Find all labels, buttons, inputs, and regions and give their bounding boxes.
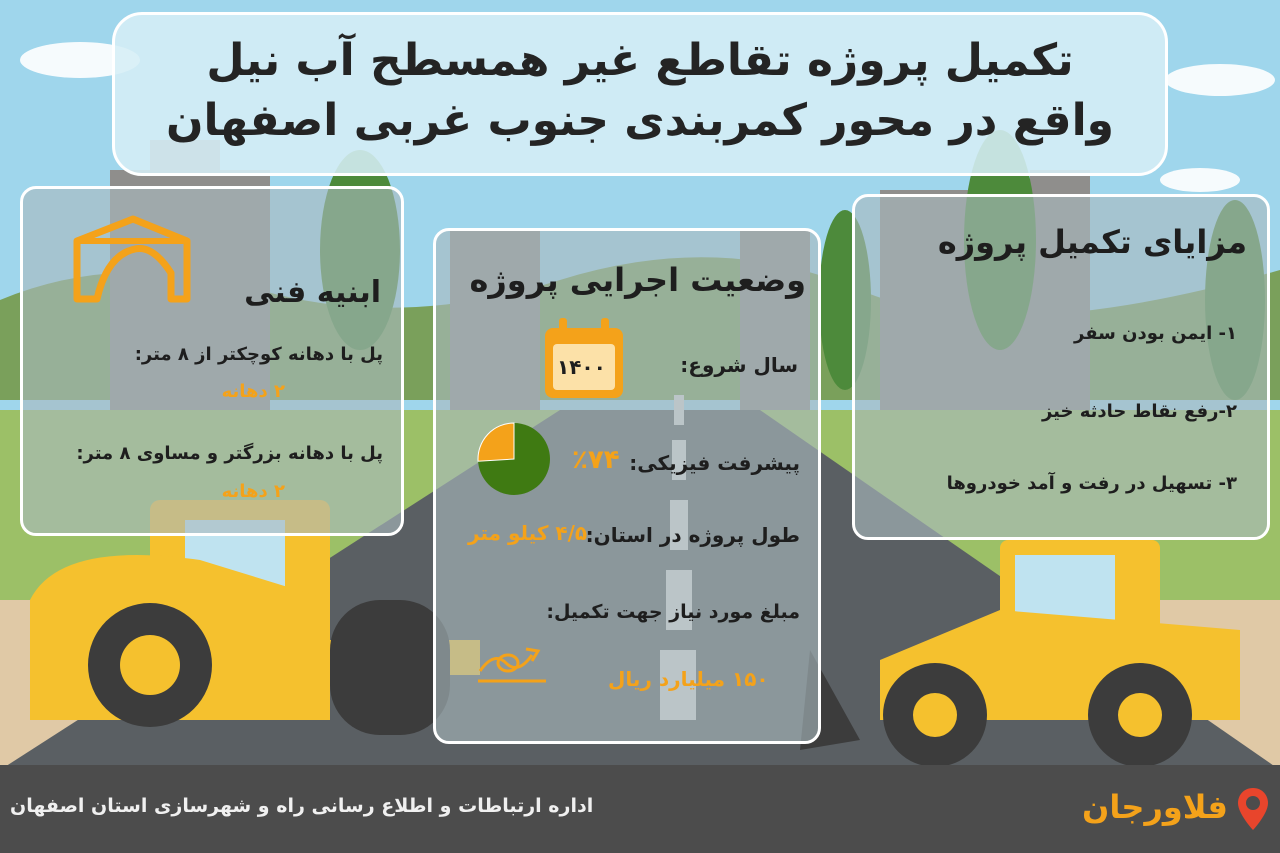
start-year-value: ۱۴۰۰ bbox=[557, 355, 606, 379]
footer-organization: اداره ارتباطات و اطلاع رسانی راه و شهرسازی استان اصفهان bbox=[10, 795, 594, 817]
benefit-item-3: ۳- تسهیل در رفت و آمد خودروها bbox=[946, 473, 1237, 494]
project-length-value: ۴/۵ کیلو متر bbox=[468, 521, 588, 545]
title-line-1: تکمیل پروژه تقاطع غیر همسطح آب نیل bbox=[206, 35, 1074, 86]
benefit-item-2: ۲-رفع نقاط حادثه خیز bbox=[1041, 401, 1237, 422]
progress-value: ٪۷۴ bbox=[572, 445, 620, 475]
benefit-item-1: ۱- ایمن بودن سفر bbox=[1074, 323, 1237, 344]
pie-progress-slice bbox=[478, 423, 514, 461]
money-growth-icon bbox=[476, 641, 548, 687]
technical-heading: ابنیه فنی bbox=[244, 275, 381, 310]
benefits-panel bbox=[852, 194, 1270, 540]
footer-location: فلاورجان bbox=[1082, 788, 1228, 826]
large-bridge-value: ۲ دهانه bbox=[221, 481, 285, 502]
title-line-2: واقع در محور کمربندی جنوب غربی اصفهان bbox=[166, 95, 1114, 146]
title-banner bbox=[112, 12, 1168, 176]
budget-label: مبلغ مورد نیاز جهت تکمیل: bbox=[546, 601, 800, 623]
benefits-heading: مزایای تکمیل پروژه bbox=[937, 223, 1247, 261]
progress-label: پیشرفت فیزیکی: bbox=[629, 451, 800, 475]
large-bridge-label: پل با دهانه بزرگتر و مساوی ۸ متر: bbox=[76, 443, 383, 464]
status-heading: وضعیت اجرایی پروژه bbox=[469, 261, 806, 299]
bridge-icon bbox=[73, 215, 191, 303]
location-pin-icon bbox=[1236, 786, 1270, 832]
technical-structures-panel bbox=[20, 186, 404, 536]
project-status-panel bbox=[433, 228, 821, 744]
pie-chart-icon bbox=[476, 421, 552, 497]
budget-value: ۱۵۰ میلیارد ریال bbox=[608, 667, 769, 691]
small-bridge-label: پل با دهانه کوچکتر از ۸ متر: bbox=[134, 344, 383, 365]
small-bridge-value: ۲ دهانه bbox=[221, 381, 285, 402]
start-year-label: سال شروع: bbox=[680, 353, 798, 377]
project-length-label: طول پروژه در استان: bbox=[585, 523, 800, 547]
